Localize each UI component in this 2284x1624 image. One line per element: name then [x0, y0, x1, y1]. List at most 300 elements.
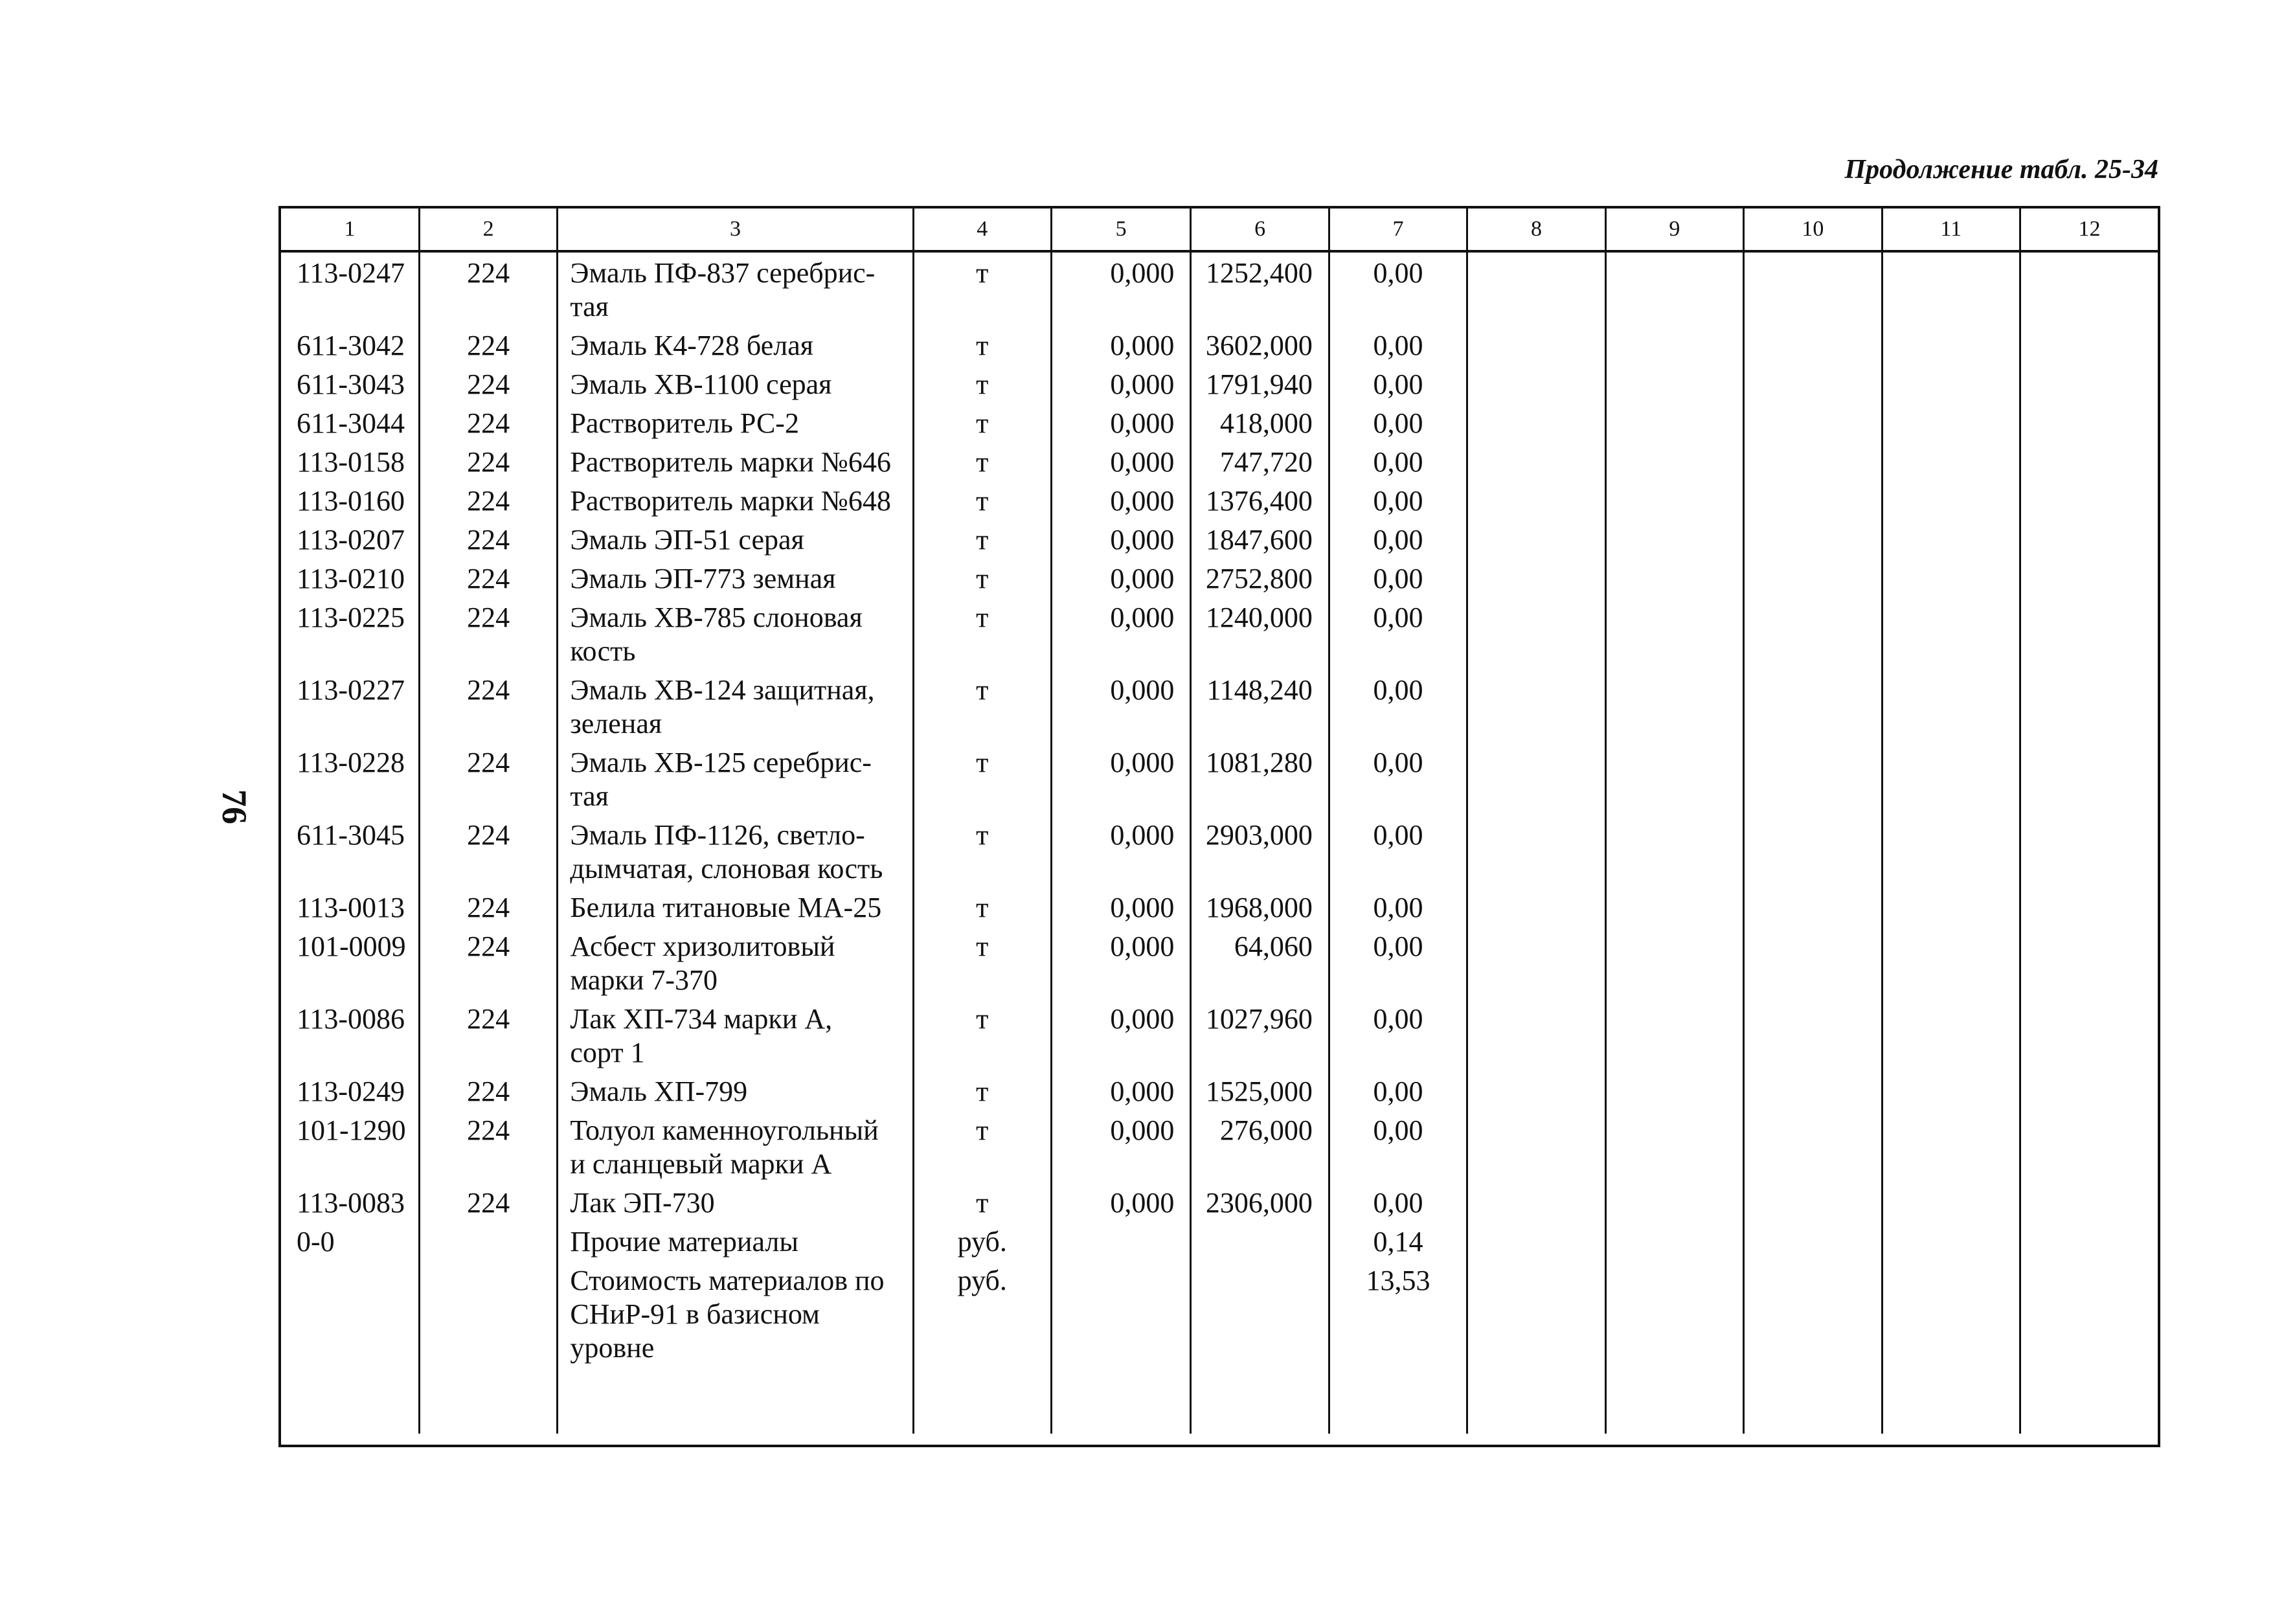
empty-cell — [558, 1366, 913, 1434]
column-10-cell — [1744, 325, 1882, 364]
unit-cell: т — [913, 1110, 1051, 1182]
table-row — [281, 1182, 2158, 1221]
column-12-cell — [2020, 926, 2158, 998]
column-10-cell — [1744, 597, 1882, 670]
column-5-cell: 0,000 — [1051, 926, 1190, 998]
column-6-cell — [1191, 1221, 1329, 1260]
column-6-cell: 1968,000 — [1191, 887, 1329, 926]
column-11-cell — [1882, 1110, 2020, 1182]
material-name-line: тая — [570, 291, 609, 322]
column-8-cell — [1467, 887, 1605, 926]
column-12-cell — [2020, 558, 2158, 597]
table-row — [281, 670, 2158, 742]
column-11-cell — [1882, 926, 2020, 998]
material-code-cell: 113-0083 — [297, 1187, 405, 1219]
table-row — [281, 742, 2158, 815]
column-2-cell: 224 — [419, 1110, 557, 1182]
table-row — [281, 519, 2158, 558]
column-2-cell: 224 — [419, 670, 557, 742]
material-name-line: Эмаль ХП-799 — [570, 1076, 748, 1107]
material-code-cell: 611-3045 — [297, 819, 405, 851]
unit-cell: т — [913, 1071, 1051, 1110]
column-2-cell: 224 — [419, 597, 557, 670]
column-7-cell: 0,00 — [1329, 998, 1467, 1071]
header-row — [281, 209, 2158, 251]
material-code-cell: 113-0249 — [297, 1076, 405, 1107]
column-10-cell — [1744, 1071, 1882, 1110]
column-6-cell: 1525,000 — [1191, 1071, 1329, 1110]
column-header: 5 — [1051, 209, 1190, 251]
material-code-cell: 113-0158 — [297, 446, 405, 478]
empty-cell — [1605, 1366, 1743, 1434]
column-9-cell — [1605, 926, 1743, 998]
column-7-cell: 0,00 — [1329, 926, 1467, 998]
column-11-cell — [1882, 1221, 2020, 1260]
column-8-cell — [1467, 480, 1605, 519]
table-row — [281, 558, 2158, 597]
column-10-cell — [1744, 1221, 1882, 1260]
column-2-cell: 224 — [419, 1071, 557, 1110]
column-2-cell: 224 — [419, 519, 557, 558]
column-11-cell — [1882, 519, 2020, 558]
column-11-cell — [1882, 597, 2020, 670]
unit-cell: т — [913, 480, 1051, 519]
column-12-cell — [2020, 480, 2158, 519]
table-empty-row — [281, 1366, 2158, 1434]
column-6-cell: 2306,000 — [1191, 1182, 1329, 1221]
column-10-cell — [1744, 480, 1882, 519]
empty-cell — [1744, 1366, 1882, 1434]
column-10-cell — [1744, 926, 1882, 998]
table-row — [281, 251, 2158, 325]
column-11-cell — [1882, 442, 2020, 480]
material-name-cell — [558, 1260, 913, 1366]
column-9-cell — [1605, 887, 1743, 926]
column-9-cell — [1605, 1071, 1743, 1110]
material-name-line: Растворитель марки №648 — [570, 485, 891, 517]
column-5-cell: 0,000 — [1051, 597, 1190, 670]
column-7-cell: 0,00 — [1329, 887, 1467, 926]
column-8-cell — [1467, 670, 1605, 742]
empty-cell — [1051, 1366, 1190, 1434]
column-9-cell — [1605, 670, 1743, 742]
materials-table-frame — [278, 206, 2160, 1447]
column-header: 12 — [2020, 209, 2158, 251]
column-12-cell — [2020, 887, 2158, 926]
material-name-line: Белила титановые МА-25 — [570, 892, 882, 923]
column-8-cell — [1467, 325, 1605, 364]
material-name-line: тая — [570, 780, 609, 812]
column-11-cell — [1882, 325, 2020, 364]
material-code-cell — [281, 1260, 419, 1366]
column-5-cell: 0,000 — [1051, 1110, 1190, 1182]
column-7-cell: 0,00 — [1329, 519, 1467, 558]
column-12-cell — [2020, 442, 2158, 480]
column-5-cell: 0,000 — [1051, 1182, 1190, 1221]
column-6-cell: 1240,000 — [1191, 597, 1329, 670]
column-6-cell: 1376,400 — [1191, 480, 1329, 519]
material-code-cell: 611-3044 — [297, 407, 405, 439]
column-7-cell: 0,00 — [1329, 742, 1467, 815]
column-9-cell — [1605, 519, 1743, 558]
column-10-cell — [1744, 1260, 1882, 1366]
empty-cell — [1467, 1366, 1605, 1434]
column-8-cell — [1467, 558, 1605, 597]
column-7-cell: 0,00 — [1329, 1071, 1467, 1110]
material-name-line: Лак ЭП-730 — [570, 1187, 715, 1219]
column-11-cell — [1882, 815, 2020, 887]
empty-cell — [913, 1366, 1051, 1434]
unit-cell: т — [913, 442, 1051, 480]
unit-cell: т — [913, 558, 1051, 597]
unit-cell: т — [913, 519, 1051, 558]
material-name-line: Лак ХП-734 марки А, — [570, 1003, 833, 1035]
column-9-cell — [1605, 325, 1743, 364]
table-row — [281, 1260, 2158, 1366]
column-9-cell — [1605, 1182, 1743, 1221]
table-row — [281, 442, 2158, 480]
column-header: 10 — [1744, 209, 1882, 251]
column-12-cell — [2020, 998, 2158, 1071]
table-row — [281, 364, 2158, 403]
material-code-cell: 113-0225 — [297, 602, 405, 633]
material-name-cell — [558, 1071, 913, 1110]
material-code-cell: 113-0160 — [297, 485, 405, 517]
column-2-cell: 224 — [419, 325, 557, 364]
empty-cell — [1191, 1366, 1329, 1434]
column-9-cell — [1605, 364, 1743, 403]
table-continuation-caption: Продолжение табл. 25-34 — [1844, 155, 2158, 185]
material-name-cell — [558, 597, 913, 670]
column-2-cell: 224 — [419, 403, 557, 442]
column-7-cell: 13,53 — [1329, 1260, 1467, 1366]
table-row — [281, 887, 2158, 926]
column-5-cell: 0,000 — [1051, 742, 1190, 815]
column-9-cell — [1605, 480, 1743, 519]
column-9-cell — [1605, 597, 1743, 670]
material-name-cell — [558, 403, 913, 442]
material-name-cell — [558, 1110, 913, 1182]
column-5-cell: 0,000 — [1051, 887, 1190, 926]
column-8-cell — [1467, 403, 1605, 442]
column-7-cell: 0,00 — [1329, 403, 1467, 442]
column-7-cell: 0,00 — [1329, 325, 1467, 364]
material-name-line: Эмаль ПФ-837 серебрис- — [570, 257, 876, 289]
column-8-cell — [1467, 1221, 1605, 1260]
unit-cell: т — [913, 325, 1051, 364]
column-11-cell — [1882, 1182, 2020, 1221]
material-name-cell — [558, 1221, 913, 1260]
material-code-cell: 113-0207 — [297, 524, 405, 556]
column-10-cell — [1744, 742, 1882, 815]
column-7-cell: 0,00 — [1329, 442, 1467, 480]
column-2-cell — [419, 1221, 557, 1260]
column-11-cell — [1882, 403, 2020, 442]
empty-cell — [1329, 1366, 1467, 1434]
column-8-cell — [1467, 1260, 1605, 1366]
column-11-cell — [1882, 887, 2020, 926]
material-code-cell: 113-0228 — [297, 747, 405, 778]
column-11-cell — [1882, 1071, 2020, 1110]
column-6-cell: 64,060 — [1191, 926, 1329, 998]
material-name-line: Толуол каменноугольный — [570, 1114, 879, 1146]
table-row — [281, 998, 2158, 1071]
table-row — [281, 480, 2158, 519]
column-10-cell — [1744, 442, 1882, 480]
column-7-cell: 0,00 — [1329, 1110, 1467, 1182]
column-header: 2 — [419, 209, 557, 251]
material-name-line: марки 7-370 — [570, 964, 718, 996]
column-7-cell: 0,00 — [1329, 1182, 1467, 1221]
column-5-cell: 0,000 — [1051, 442, 1190, 480]
column-11-cell — [1882, 480, 2020, 519]
column-2-cell: 224 — [419, 887, 557, 926]
unit-cell: т — [913, 670, 1051, 742]
material-name-line: Эмаль ЭП-51 серая — [570, 524, 804, 556]
column-6-cell: 418,000 — [1191, 403, 1329, 442]
column-12-cell — [2020, 742, 2158, 815]
unit-cell: т — [913, 742, 1051, 815]
empty-cell — [2020, 1366, 2158, 1434]
column-6-cell — [1191, 1260, 1329, 1366]
column-12-cell — [2020, 1182, 2158, 1221]
unit-cell: т — [913, 998, 1051, 1071]
column-11-cell — [1882, 558, 2020, 597]
unit-cell: т — [913, 926, 1051, 998]
column-8-cell — [1467, 1110, 1605, 1182]
empty-cell — [281, 1366, 419, 1434]
material-name-line: Эмаль ХВ-124 защитная, — [570, 674, 875, 706]
material-name-line: Эмаль К4-728 белая — [570, 330, 813, 361]
column-2-cell: 224 — [419, 480, 557, 519]
column-12-cell — [2020, 364, 2158, 403]
unit-cell: т — [913, 1182, 1051, 1221]
column-5-cell: 0,000 — [1051, 558, 1190, 597]
column-6-cell: 276,000 — [1191, 1110, 1329, 1182]
empty-cell — [419, 1366, 557, 1434]
column-5-cell: 0,000 — [1051, 325, 1190, 364]
column-5-cell: 0,000 — [1051, 364, 1190, 403]
column-10-cell — [1744, 887, 1882, 926]
material-name-line: Асбест хризолитовый — [570, 930, 835, 962]
table-row — [281, 815, 2158, 887]
material-name-cell — [558, 364, 913, 403]
column-12-cell — [2020, 815, 2158, 887]
material-name-line: уровне — [570, 1332, 655, 1364]
column-7-cell: 0,00 — [1329, 251, 1467, 325]
column-6-cell: 1148,240 — [1191, 670, 1329, 742]
unit-cell: руб. — [913, 1221, 1051, 1260]
material-code-cell: 101-0009 — [297, 930, 406, 962]
material-code-cell: 101-1290 — [297, 1114, 406, 1146]
column-8-cell — [1467, 742, 1605, 815]
column-12-cell — [2020, 1071, 2158, 1110]
column-2-cell — [419, 1260, 557, 1366]
material-name-line: Стоимость материалов по — [570, 1265, 885, 1296]
column-2-cell: 224 — [419, 558, 557, 597]
column-10-cell — [1744, 815, 1882, 887]
column-11-cell — [1882, 998, 2020, 1071]
column-6-cell: 2752,800 — [1191, 558, 1329, 597]
column-10-cell — [1744, 364, 1882, 403]
column-10-cell — [1744, 1110, 1882, 1182]
material-code-cell: 611-3042 — [297, 330, 405, 361]
material-name-cell — [558, 815, 913, 887]
column-5-cell: 0,000 — [1051, 519, 1190, 558]
material-name-line: и сланцевый марки А — [570, 1148, 832, 1180]
column-5-cell — [1051, 1260, 1190, 1366]
column-10-cell — [1744, 998, 1882, 1071]
column-2-cell: 224 — [419, 998, 557, 1071]
unit-cell: т — [913, 815, 1051, 887]
column-8-cell — [1467, 364, 1605, 403]
material-code-cell: 611-3043 — [297, 368, 405, 400]
unit-cell: т — [913, 597, 1051, 670]
column-12-cell — [2020, 1260, 2158, 1366]
material-name-cell — [558, 251, 913, 325]
material-name-line: Растворитель марки №646 — [570, 446, 891, 478]
column-7-cell: 0,00 — [1329, 480, 1467, 519]
column-6-cell: 1081,280 — [1191, 742, 1329, 815]
column-8-cell — [1467, 1071, 1605, 1110]
column-9-cell — [1605, 1260, 1743, 1366]
column-2-cell: 224 — [419, 442, 557, 480]
column-5-cell: 0,000 — [1051, 815, 1190, 887]
column-9-cell — [1605, 998, 1743, 1071]
column-6-cell: 747,720 — [1191, 442, 1329, 480]
column-header: 7 — [1329, 209, 1467, 251]
column-8-cell — [1467, 926, 1605, 998]
column-9-cell — [1605, 1110, 1743, 1182]
table-row — [281, 1071, 2158, 1110]
table-row — [281, 325, 2158, 364]
unit-cell: т — [913, 251, 1051, 325]
column-11-cell — [1882, 251, 2020, 325]
materials-table — [281, 209, 2158, 1434]
column-12-cell — [2020, 519, 2158, 558]
material-name-cell — [558, 670, 913, 742]
column-2-cell: 224 — [419, 926, 557, 998]
column-12-cell — [2020, 670, 2158, 742]
column-2-cell: 224 — [419, 1182, 557, 1221]
material-name-line: сорт 1 — [570, 1037, 645, 1068]
material-name-cell — [558, 519, 913, 558]
material-name-line: дымчатая, слоновая кость — [570, 853, 883, 885]
column-2-cell: 224 — [419, 251, 557, 325]
column-12-cell — [2020, 1221, 2158, 1260]
material-name-cell — [558, 325, 913, 364]
column-6-cell: 1027,960 — [1191, 998, 1329, 1071]
empty-cell — [1882, 1366, 2020, 1434]
column-5-cell — [1051, 1221, 1190, 1260]
column-12-cell — [2020, 403, 2158, 442]
column-8-cell — [1467, 519, 1605, 558]
material-name-cell — [558, 887, 913, 926]
page-number: 76 — [215, 789, 254, 824]
column-5-cell: 0,000 — [1051, 480, 1190, 519]
unit-cell: т — [913, 364, 1051, 403]
material-name-line: Эмаль ХВ-785 слоновая — [570, 602, 863, 633]
material-code-cell: 113-0247 — [297, 257, 405, 289]
material-name-line: Прочие материалы — [570, 1226, 798, 1257]
column-6-cell: 2903,000 — [1191, 815, 1329, 887]
column-11-cell — [1882, 364, 2020, 403]
column-10-cell — [1744, 403, 1882, 442]
column-7-cell: 0,00 — [1329, 815, 1467, 887]
column-8-cell — [1467, 815, 1605, 887]
column-5-cell: 0,000 — [1051, 251, 1190, 325]
material-code-cell: 113-0086 — [297, 1003, 405, 1035]
column-2-cell: 224 — [419, 742, 557, 815]
table-row — [281, 597, 2158, 670]
column-6-cell: 3602,000 — [1191, 325, 1329, 364]
column-10-cell — [1744, 519, 1882, 558]
material-name-line: Эмаль ПФ-1126, светло- — [570, 819, 865, 851]
column-7-cell: 0,00 — [1329, 558, 1467, 597]
unit-cell: т — [913, 887, 1051, 926]
column-7-cell: 0,00 — [1329, 364, 1467, 403]
column-12-cell — [2020, 1110, 2158, 1182]
material-name-line: Эмаль ЭП-773 земная — [570, 563, 836, 594]
table-row — [281, 1221, 2158, 1260]
material-name-line: кость — [570, 635, 636, 667]
column-12-cell — [2020, 251, 2158, 325]
column-header: 8 — [1467, 209, 1605, 251]
column-10-cell — [1744, 670, 1882, 742]
column-2-cell: 224 — [419, 815, 557, 887]
column-12-cell — [2020, 597, 2158, 670]
column-11-cell — [1882, 742, 2020, 815]
column-10-cell — [1744, 558, 1882, 597]
column-8-cell — [1467, 442, 1605, 480]
table-body — [281, 251, 2158, 1434]
material-name-line: Эмаль ХВ-125 серебрис- — [570, 747, 872, 778]
column-5-cell: 0,000 — [1051, 998, 1190, 1071]
unit-cell: т — [913, 403, 1051, 442]
column-10-cell — [1744, 1182, 1882, 1221]
material-name-line: Эмаль ХВ-1100 серая — [570, 368, 832, 400]
material-name-cell — [558, 926, 913, 998]
column-header: 3 — [558, 209, 913, 251]
column-11-cell — [1882, 670, 2020, 742]
column-header: 1 — [281, 209, 419, 251]
column-5-cell: 0,000 — [1051, 1071, 1190, 1110]
unit-cell: руб. — [913, 1260, 1051, 1366]
column-7-cell: 0,00 — [1329, 670, 1467, 742]
column-6-cell: 1847,600 — [1191, 519, 1329, 558]
material-code-cell: 0-0 — [297, 1226, 335, 1257]
material-code-cell: 113-0227 — [297, 674, 405, 706]
material-code-cell: 113-0013 — [297, 892, 405, 923]
column-7-cell: 0,00 — [1329, 597, 1467, 670]
material-name-cell — [558, 1182, 913, 1221]
table-row — [281, 403, 2158, 442]
column-6-cell: 1252,400 — [1191, 251, 1329, 325]
column-9-cell — [1605, 558, 1743, 597]
column-7-cell: 0,14 — [1329, 1221, 1467, 1260]
column-header: 6 — [1191, 209, 1329, 251]
column-9-cell — [1605, 1221, 1743, 1260]
column-12-cell — [2020, 325, 2158, 364]
column-10-cell — [1744, 251, 1882, 325]
column-6-cell: 1791,940 — [1191, 364, 1329, 403]
column-8-cell — [1467, 998, 1605, 1071]
column-8-cell — [1467, 1182, 1605, 1221]
material-name-cell — [558, 480, 913, 519]
column-8-cell — [1467, 251, 1605, 325]
material-name-cell — [558, 742, 913, 815]
column-9-cell — [1605, 815, 1743, 887]
